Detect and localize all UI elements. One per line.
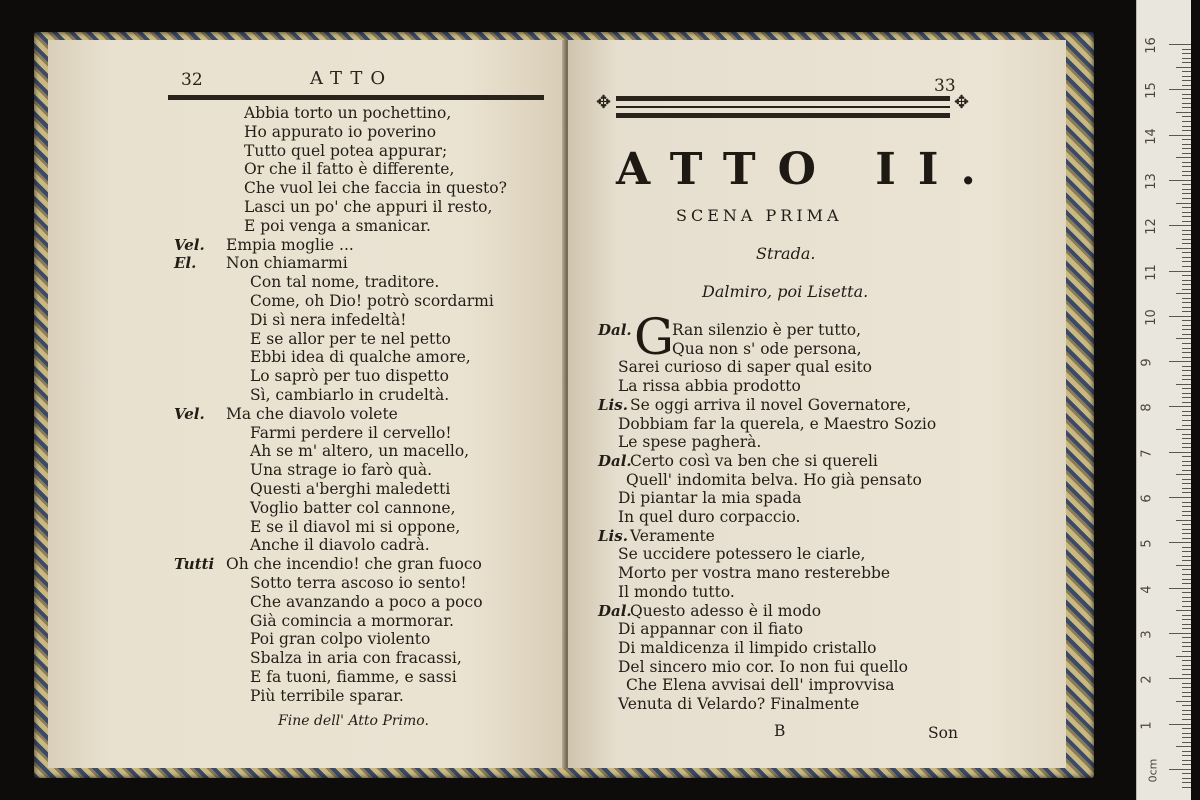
act-title: ATTO II. (616, 144, 998, 195)
verse-line: Come, oh Dio! potrò scordarmi (250, 292, 494, 310)
ruler-tick (1176, 746, 1191, 747)
ruler-tick (1182, 171, 1191, 172)
ruler-tick (1169, 542, 1191, 543)
ruler-tick (1182, 239, 1191, 240)
ruler-tick (1182, 719, 1191, 720)
measurement-ruler (1136, 0, 1191, 800)
speaker-label: Dal. (598, 601, 632, 620)
ruler-tick (1182, 121, 1191, 122)
ruler-tick (1182, 71, 1191, 72)
right-page-number: 33 (934, 76, 956, 96)
ruler-tick (1182, 402, 1191, 403)
speaker-label: Vel. (174, 235, 205, 254)
ruler-tick (1182, 397, 1191, 398)
ruler-tick (1182, 574, 1191, 575)
ruler-tick (1182, 742, 1191, 743)
ruler-number: 15 (1143, 82, 1159, 100)
verse-line: Una strage io farò quà. (250, 461, 433, 480)
ruler-number: 14 (1143, 127, 1159, 145)
ruler-tick (1169, 44, 1191, 45)
ruler-tick (1182, 139, 1191, 140)
ruler-tick (1176, 429, 1191, 430)
verse-line: Che avanzando a poco a poco (250, 592, 483, 611)
scene-setting: Strada. (756, 244, 816, 263)
verse-line: In quel duro corpaccio. (618, 508, 801, 526)
ruler-tick (1182, 705, 1191, 706)
ruler-tick (1182, 175, 1191, 176)
ruler-tick (1176, 474, 1191, 475)
verse-line: Abbia torto un pochettino, (244, 104, 452, 122)
verse-line: E se il diavol mi si oppone, (250, 517, 461, 536)
ruler-tick (1176, 203, 1191, 204)
ruler-tick (1182, 275, 1191, 276)
right-ornament-icon: ✥ (954, 92, 970, 113)
ruler-tick (1182, 515, 1191, 516)
ruler-tick (1182, 479, 1191, 480)
ruler-tick (1182, 624, 1191, 625)
ruler-tick (1182, 366, 1191, 367)
ruler-tick (1169, 225, 1191, 226)
ruler-tick (1182, 529, 1191, 530)
verse-line: Quell' indomita belva. Ho già pensato (626, 470, 922, 489)
ruler-number: 8 (1139, 403, 1155, 413)
ruler-tick (1182, 334, 1191, 335)
ruler-tick (1182, 76, 1191, 77)
verse-line: Questi a'berghi maledetti (250, 480, 451, 498)
ruler-tick (1182, 583, 1191, 584)
ruler-unit-label: 0cm (1146, 758, 1160, 783)
ruler-tick (1169, 89, 1191, 90)
ruler-tick (1182, 189, 1191, 190)
ruler-tick (1182, 533, 1191, 534)
ruler-tick (1182, 438, 1191, 439)
ruler-tick (1182, 547, 1191, 548)
ruler-tick (1182, 420, 1191, 421)
left-page (48, 40, 566, 768)
right-header-rule-mid (616, 106, 950, 108)
ruler-tick (1182, 302, 1191, 303)
ruler-tick (1182, 243, 1191, 244)
verse-line: Non chiamarmi (226, 254, 348, 273)
ruler-tick (1182, 307, 1191, 308)
ruler-tick (1182, 207, 1191, 208)
verse-line: Ran silenzio è per tutto, (672, 321, 862, 339)
ruler-tick (1169, 180, 1191, 181)
ruler-tick (1182, 773, 1191, 774)
ruler-tick (1182, 597, 1191, 598)
ruler-tick (1176, 520, 1191, 521)
ruler-tick (1182, 198, 1191, 199)
ruler-tick (1182, 107, 1191, 108)
ruler-tick (1182, 456, 1191, 457)
ruler-tick (1182, 615, 1191, 616)
ruler-number: 13 (1143, 173, 1159, 190)
verse-line: Di piantar la mia spada (618, 489, 802, 508)
ruler-number: 16 (1143, 37, 1159, 54)
verse-line: Più terribile sparar. (250, 686, 404, 705)
ruler-tick (1182, 234, 1191, 235)
ruler-tick (1182, 415, 1191, 416)
ruler-tick (1182, 560, 1191, 561)
ruler-tick (1182, 683, 1191, 684)
ruler-tick (1182, 665, 1191, 666)
verse-line: Tutto quel potea appurar; (244, 141, 448, 160)
ruler-tick (1182, 212, 1191, 213)
drop-cap: G (634, 308, 674, 366)
verse-line: Ho appurato io poverino (244, 122, 437, 141)
verse-line: Le spese pagherà. (618, 433, 762, 452)
verse-line: Ma che diavolo volete (226, 404, 398, 423)
ruler-tick (1182, 434, 1191, 435)
ruler-tick (1182, 764, 1191, 765)
ruler-tick (1169, 769, 1191, 770)
verse-line: Sotto terra ascoso io sento! (250, 574, 467, 592)
ruler-tick (1182, 579, 1191, 580)
ruler-tick (1182, 80, 1191, 81)
verse-line: Sì, cambiarlo in crudeltà. (250, 386, 450, 404)
verse-line: Il mondo tutto. (618, 582, 735, 601)
ruler-tick (1182, 166, 1191, 167)
left-running-head: ATTO (310, 68, 394, 89)
ruler-tick (1182, 98, 1191, 99)
ruler-tick (1182, 375, 1191, 376)
ruler-tick (1169, 678, 1191, 679)
ruler-tick (1182, 443, 1191, 444)
ruler-tick (1182, 551, 1191, 552)
ruler-tick (1182, 646, 1191, 647)
ruler-tick (1182, 411, 1191, 412)
ruler-tick (1176, 701, 1191, 702)
verse-line: Oh che incendio! che gran fuoco (226, 555, 482, 574)
printer-signature: B (774, 722, 786, 740)
ruler-number: 3 (1139, 630, 1155, 639)
ruler-number: 6 (1139, 494, 1155, 503)
ruler-tick (1182, 461, 1191, 462)
verse-line: Qua non s' ode persona, (672, 339, 862, 358)
ruler-tick (1182, 58, 1191, 59)
ruler-tick (1182, 696, 1191, 697)
ruler-tick (1176, 565, 1191, 566)
verse-line: Di appannar con il fiato (618, 620, 804, 639)
ruler-tick (1169, 588, 1191, 589)
ruler-tick (1182, 606, 1191, 607)
ruler-tick (1182, 116, 1191, 117)
verse-line: Lo saprò per tuo dispetto (250, 367, 449, 386)
ruler-tick (1169, 361, 1191, 362)
scene-characters: Dalmiro, poi Lisetta. (702, 282, 869, 301)
verse-line: Che vuol lei che faccia in questo? (244, 179, 507, 198)
scene-title: SCENA PRIMA (676, 206, 843, 225)
ruler-number: 12 (1143, 218, 1159, 235)
ruler-number: 9 (1139, 358, 1155, 367)
ruler-tick (1182, 502, 1191, 503)
ruler-tick (1182, 506, 1191, 507)
ruler-tick (1176, 248, 1191, 249)
verse-line: Anche il diavolo cadrà. (250, 536, 430, 555)
ruler-tick (1182, 193, 1191, 194)
ruler-tick (1182, 216, 1191, 217)
ruler-tick (1182, 660, 1191, 661)
ruler-tick (1182, 49, 1191, 50)
verse-line: Morto per vostra mano resterebbe (618, 564, 891, 583)
ruler-tick (1176, 67, 1191, 68)
ruler-tick (1182, 592, 1191, 593)
ruler-tick (1182, 370, 1191, 371)
verse-line: Certo così va ben che si quereli (630, 451, 878, 470)
ruler-tick (1182, 669, 1191, 670)
ruler-tick (1182, 737, 1191, 738)
ruler-tick (1182, 379, 1191, 380)
ruler-tick (1182, 651, 1191, 652)
ruler-tick (1182, 755, 1191, 756)
ruler-tick (1182, 714, 1191, 715)
ruler-tick (1182, 465, 1191, 466)
right-header-rule-top (616, 96, 950, 101)
ruler-tick (1169, 724, 1191, 725)
ruler-tick (1182, 492, 1191, 493)
speaker-label: El. (174, 254, 197, 273)
verse-line: E poi venga a smanicar. (244, 216, 431, 235)
ruler-tick (1182, 538, 1191, 539)
ruler-tick (1182, 687, 1191, 688)
ruler-tick (1182, 674, 1191, 675)
ruler-tick (1176, 112, 1191, 113)
ruler-tick (1182, 298, 1191, 299)
ruler-tick (1169, 406, 1191, 407)
ruler-tick (1182, 311, 1191, 312)
ruler-tick (1169, 135, 1191, 136)
ruler-tick (1182, 348, 1191, 349)
ruler-tick (1182, 511, 1191, 512)
left-page-number: 32 (181, 70, 203, 90)
ruler-tick (1182, 126, 1191, 127)
ruler-tick (1182, 778, 1191, 779)
ruler-tick (1182, 320, 1191, 321)
ruler-tick (1182, 619, 1191, 620)
speaker-label: Dal. (598, 321, 632, 339)
verse-line: Già comincia a mormorar. (250, 611, 454, 630)
ruler-tick (1182, 230, 1191, 231)
ruler-tick (1176, 293, 1191, 294)
ruler-tick (1182, 787, 1191, 788)
speaker-label: Vel. (174, 404, 205, 423)
ruler-tick (1176, 656, 1191, 657)
verse-line: Or che il fatto è differente, (244, 160, 455, 179)
verse-line: Dobbiam far la querela, e Maestro Sozio (618, 414, 937, 433)
catchword: Son (928, 724, 958, 742)
ruler-tick (1169, 271, 1191, 272)
speaker-label: Lis. (598, 395, 628, 414)
left-header-rule (168, 95, 544, 100)
ruler-tick (1182, 483, 1191, 484)
verse-line: Empia moglie ... (226, 235, 354, 254)
verse-line: Se oggi arriva il novel Governatore, (630, 395, 912, 414)
ruler-tick (1182, 257, 1191, 258)
ruler-tick (1182, 162, 1191, 163)
ruler-number: 10 (1143, 309, 1159, 326)
ruler-tick (1182, 470, 1191, 471)
ruler-tick (1169, 497, 1191, 498)
verse-line: Del sincero mio cor. Io non fui quello (618, 657, 908, 676)
verse-line: Voglio batter col cannone, (250, 498, 456, 517)
ruler-tick (1182, 103, 1191, 104)
ruler-tick (1182, 388, 1191, 389)
ruler-tick (1182, 601, 1191, 602)
verse-line: Questo adesso è il modo (630, 601, 822, 620)
ruler-tick (1182, 62, 1191, 63)
ruler-tick (1182, 184, 1191, 185)
ruler-tick (1182, 289, 1191, 290)
ruler-tick (1182, 153, 1191, 154)
verse-line: La rissa abbia prodotto (618, 377, 801, 396)
left-ornament-icon: ✥ (596, 92, 612, 113)
ruler-number: 4 (1139, 584, 1155, 594)
right-header-rule-bottom (616, 113, 950, 118)
ruler-tick (1182, 329, 1191, 330)
verse-line: Sbalza in aria con fracassi, (250, 649, 462, 668)
ruler-number: 5 (1139, 539, 1155, 548)
verse-line: Farmi perdere il cervello! (250, 423, 452, 442)
ruler-tick (1182, 782, 1191, 783)
ruler-tick (1182, 751, 1191, 752)
ruler-tick (1182, 252, 1191, 253)
ruler-tick (1182, 393, 1191, 394)
ruler-tick (1182, 556, 1191, 557)
ruler-tick (1169, 452, 1191, 453)
ruler-tick (1182, 352, 1191, 353)
verse-line: Lasci un po' che appuri il resto, (244, 198, 493, 216)
ruler-tick (1182, 447, 1191, 448)
speaker-label: Tutti (174, 555, 215, 574)
ruler-tick (1182, 94, 1191, 95)
verse-line: E fa tuoni, fiamme, e sassi (250, 668, 457, 686)
ruler-tick (1182, 728, 1191, 729)
speaker-label: Lis. (598, 526, 628, 545)
verse-line: Che Elena avvisai dell' improvvisa (626, 676, 895, 695)
ruler-tick (1182, 280, 1191, 281)
end-of-act-note: Fine dell' Atto Primo. (278, 713, 429, 729)
ruler-tick (1182, 266, 1191, 267)
ruler-number: 11 (1143, 263, 1159, 281)
verse-line: Ah se m' altero, un macello, (250, 442, 470, 461)
verse-line: Veramente (630, 526, 715, 545)
ruler-tick (1182, 325, 1191, 326)
verse-line: Di maldicenza il limpido cristallo (618, 638, 877, 657)
ruler-tick (1182, 524, 1191, 525)
ruler-tick (1182, 221, 1191, 222)
ruler-number: 7 (1139, 449, 1155, 458)
ruler-tick (1182, 733, 1191, 734)
ruler-tick (1182, 148, 1191, 149)
ruler-tick (1169, 633, 1191, 634)
ruler-tick (1182, 628, 1191, 629)
verse-line: Se uccidere potessero le ciarle, (618, 545, 866, 564)
ruler-tick (1182, 130, 1191, 131)
verse-line: Di sì nera infedeltà! (250, 310, 407, 329)
ruler-tick (1182, 425, 1191, 426)
ruler-number: 2 (1139, 675, 1155, 684)
verse-line: Ebbi idea di qualche amore, (250, 348, 471, 367)
ruler-tick (1182, 569, 1191, 570)
ruler-tick (1182, 343, 1191, 344)
verse-line: Poi gran colpo violento (250, 630, 431, 649)
ruler-tick (1182, 144, 1191, 145)
verse-line: E se allor per te nel petto (250, 329, 451, 348)
right-page (568, 40, 1066, 768)
ruler-tick (1176, 610, 1191, 611)
verse-line: Con tal nome, traditore. (250, 273, 440, 292)
ruler-tick (1182, 710, 1191, 711)
ruler-tick (1182, 760, 1191, 761)
ruler-tick (1182, 53, 1191, 54)
ruler-tick (1182, 284, 1191, 285)
ruler-tick (1182, 357, 1191, 358)
ruler-tick (1176, 384, 1191, 385)
ruler-tick (1182, 637, 1191, 638)
ruler-tick (1176, 338, 1191, 339)
speaker-label: Dal. (598, 451, 632, 470)
ruler-tick (1182, 692, 1191, 693)
ruler-tick (1182, 261, 1191, 262)
ruler-tick (1182, 642, 1191, 643)
ruler-number: 1 (1139, 720, 1155, 730)
ruler-tick (1176, 157, 1191, 158)
ruler-tick (1182, 488, 1191, 489)
verse-line: Venuta di Velardo? Finalmente (618, 695, 860, 713)
ruler-tick (1182, 85, 1191, 86)
verse-line: Sarei curioso di saper qual esito (618, 358, 873, 377)
ruler-tick (1169, 316, 1191, 317)
